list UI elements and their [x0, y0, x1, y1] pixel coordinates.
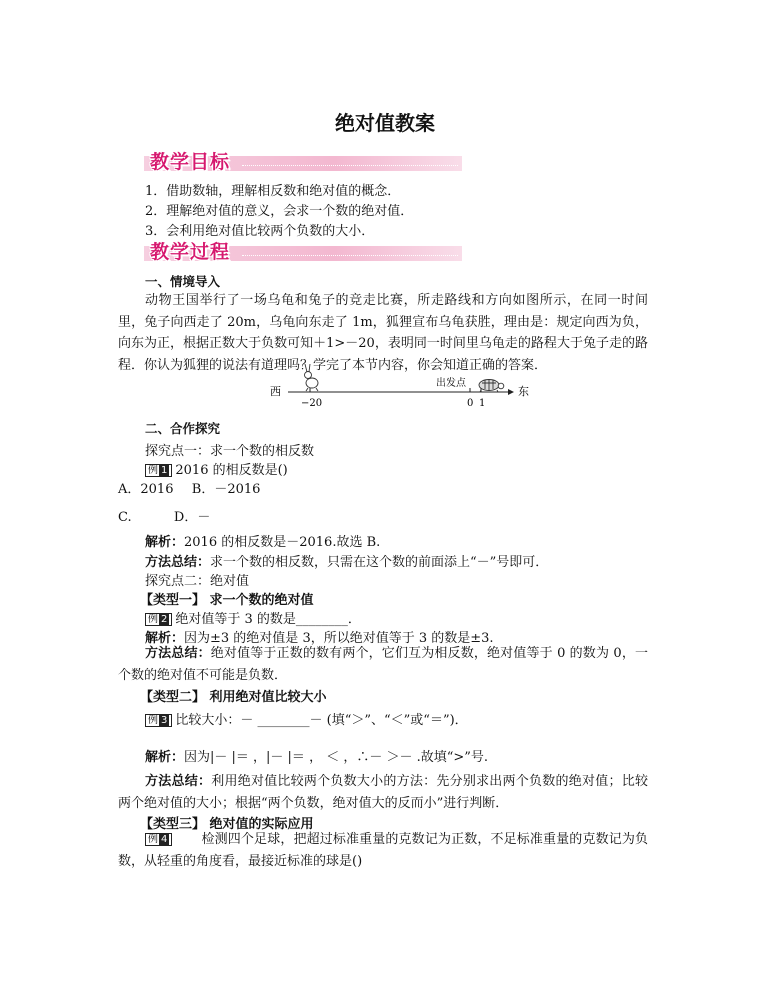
banner-dots — [242, 255, 458, 256]
option-d: D．－ — [173, 510, 211, 525]
section-banner-process — [144, 237, 462, 263]
example3-question: 例 3 比较大小：－ ________－ (填“＞”、“＜”或“＝”)． — [145, 709, 468, 728]
part1-heading: 一、情境导入 — [145, 274, 221, 289]
part2-heading: 二、合作探究 — [145, 421, 221, 436]
type1-heading: 【类型一】 求一个数的绝对值 — [140, 593, 314, 608]
example3-method: 方法总结：利用绝对值比较两个负数大小的方法：先分别求出两个负数的绝对值；比较两个绝对值的大小；根据“两个负数，绝对值大的反而小”进行判断． — [118, 774, 648, 811]
tick-label-1: 1 — [479, 398, 486, 409]
intro-paragraph: 动物王国举行了一场乌龟和兔子的竞走比赛，所走路线和方向如图所示，在同一时间里，兔子向西走了 20m，乌龟向东走了 1m，狐狸宣布乌龟获胜，理由是：规定向西为负，向东为正，根据正数大于负数可知＋1>－20，表明同一时间里乌龟走的路程大于兔子走的路程．你认为狐狸的说法有道理吗？学完了本节内容，你会知道正确的答案． — [118, 293, 648, 373]
example2-question: 例 2 绝对值等于 3 的数是________． — [145, 608, 361, 627]
example2-analysis: 解析：因为±3 的绝对值是 3，所以绝对值等于 3 的数是±3. — [145, 631, 494, 646]
option-a: A．2016 — [118, 482, 174, 497]
axis-arrow — [508, 389, 514, 395]
banner-label: 教学目标 — [150, 151, 231, 173]
rabbit-icon — [305, 364, 319, 391]
explore1-heading: 探究点一：求一个数的相反数 — [145, 444, 315, 459]
example-tag: 例 3 — [145, 714, 172, 727]
goal-item-2: 2．理解绝对值的意义，会求一个数的绝对值． — [145, 204, 414, 219]
page-title: 绝对值教案 — [335, 111, 435, 135]
example-tag: 例 2 — [145, 613, 172, 626]
banner-label: 教学过程 — [150, 241, 231, 263]
explore2-heading: 探究点二：绝对值 — [145, 574, 250, 589]
example1-question: 例 1 2016 的相反数是() — [145, 459, 288, 478]
turtle-icon — [479, 380, 504, 393]
example4-question: 例 4 检测四个足球，把超过标准重量的克数记为正数，不足标准重量的克数记为负数，从轻重的角度看，最接近标准的球是() — [118, 832, 648, 869]
example2-method: 方法总结：绝对值等于正数的数有两个，它们互为相反数，绝对值等于 0 的数为 0，一个数的绝对值不可能是负数． — [118, 646, 648, 683]
start-label: 出发点 — [436, 378, 466, 389]
east-label: 东 — [518, 385, 529, 398]
type3-heading: 【类型三】 绝对值的实际应用 — [140, 817, 314, 832]
west-label: 西 — [270, 385, 281, 398]
example1-options-cd — [118, 506, 210, 525]
example1-method: 方法总结：求一个数的相反数，只需在这个数的前面添上“－”号即可． — [145, 555, 549, 570]
tick-label-minus20: −20 — [301, 398, 323, 409]
option-b: B．－2016 — [191, 482, 261, 497]
goal-item-3: 3．会利用绝对值比较两个负数的大小． — [145, 224, 375, 239]
section-banner-goals — [144, 147, 462, 173]
example1-options-ab — [118, 478, 260, 497]
option-c: C. — [118, 510, 132, 525]
example3-analysis: 解析：因为|－ |＝ ，|－ |＝ ， ＜ ，∴－ ＞－ .故填“>”号. — [145, 750, 489, 765]
banner-dots — [242, 165, 458, 166]
goal-item-1: 1．借助数轴，理解相反数和绝对值的概念． — [145, 184, 401, 199]
example1-analysis: 解析：2016 的相反数是－2016.故选 B. — [145, 535, 381, 550]
example-tag: 例 1 — [145, 464, 172, 477]
number-line-figure — [268, 364, 538, 412]
type2-heading: 【类型二】 利用绝对值比较大小 — [140, 690, 327, 705]
example-tag: 例 4 — [145, 833, 172, 846]
tick-label-0: 0 — [467, 398, 474, 409]
